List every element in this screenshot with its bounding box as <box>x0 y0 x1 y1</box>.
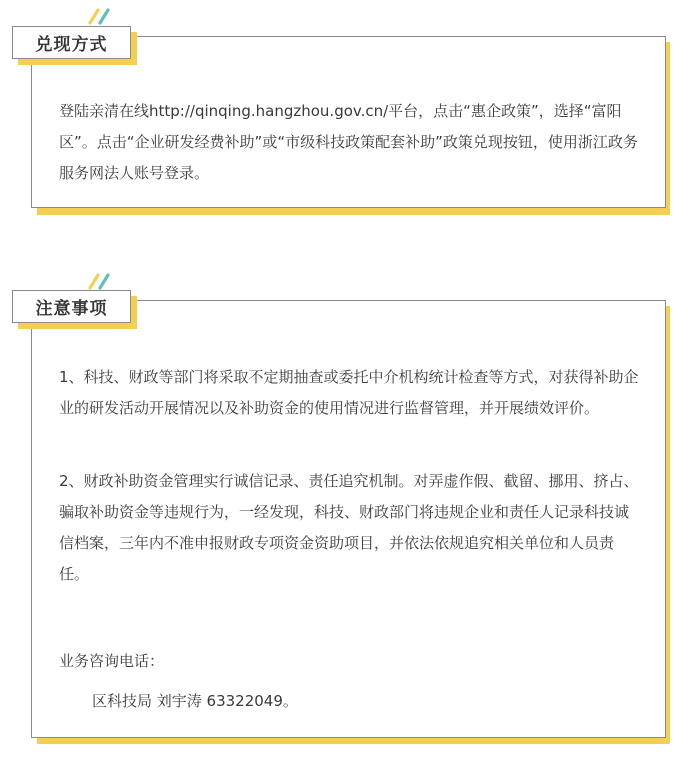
contact-label: 业务咨询电话： <box>59 652 165 670</box>
section-title: 注意事项 <box>12 290 131 323</box>
notes-item-2: 2、财政补助资金管理实行诚信记录、责任追究机制。对弄虚作假、截留、挪用、挤占、骗取补助资金等违规行为，一经发现，科技、财政部门将违规企业和责任人记录科技诚信档案，三年内不准申报财政专项资金资助项目，并依法依规追究相关单位和人员责任。 <box>59 472 639 583</box>
double-slash-icon <box>86 272 114 290</box>
notes-item-1: 1、科技、财政等部门将采取不定期抽查或委托中介机构统计检查等方式，对获得补助企业的研发活动开展情况以及补助资金的使用情况进行监督管理，并开展绩效评价。 <box>59 368 639 417</box>
contact-value: 区科技局 刘宇涛 63322049。 <box>92 692 298 710</box>
double-slash-icon <box>86 7 114 25</box>
notes-section <box>0 268 688 748</box>
redemption-method-text: 登陆亲清在线http://qinqing.hangzhou.gov.cn/平台，点击“惠企政策”，选择“富阳区”。点击“企业研发经费补助”或“市级科技政策配套补助”政策兑现按钮，使用浙江政务服务网法人账号登录。 <box>59 102 638 182</box>
redemption-method-section <box>0 0 688 225</box>
section-title: 兑现方式 <box>12 26 131 59</box>
